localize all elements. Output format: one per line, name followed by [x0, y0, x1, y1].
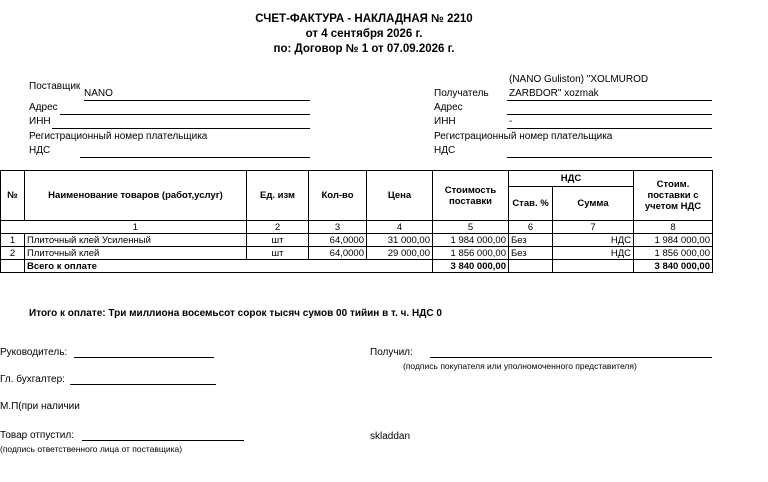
head-signature-label: Руководитель: [0, 347, 68, 358]
supplier-label: Поставщик [29, 81, 81, 92]
recipient-value-1: (NANO Guliston) "XOLMUROD [509, 74, 649, 85]
row-vat: НДС [553, 234, 634, 247]
col-number: 1 [25, 221, 247, 234]
supplier-address-line [60, 114, 310, 115]
header-name: Наименование товаров (работ,услуг) [25, 171, 247, 221]
table-row [1, 234, 713, 247]
received-note: (подпись покупателя или уполномоченного представителя) [403, 361, 637, 371]
recipient-line [507, 100, 712, 101]
recipient-reg-label: Регистрационный номер плательщика [434, 131, 613, 142]
recipient-vat-line [507, 157, 712, 158]
accountant-signature-line [70, 384, 216, 385]
row-name: Плиточный клей [25, 247, 247, 260]
released-note: (подпись ответственного лица от поставщика) [0, 444, 183, 454]
col-number: 4 [367, 221, 433, 234]
header-cost: Стоимость поставки [433, 171, 509, 221]
row-qty: 64,0000 [309, 247, 367, 260]
table-row [1, 247, 713, 260]
total-label: Всего к оплате [25, 260, 433, 273]
row-total: 1 856 000,00 [634, 247, 713, 260]
col-number: 5 [433, 221, 509, 234]
col-number-spacer [1, 221, 25, 234]
row-qty: 64,0000 [309, 234, 367, 247]
supplier-inn-line [52, 128, 310, 129]
supplier-inn-label: ИНН [29, 116, 51, 127]
total-sum: 3 840 000,00 [634, 260, 713, 273]
header-price: Цена [367, 171, 433, 221]
header-vat-sum: Сумма [553, 187, 634, 221]
row-rate: Без [509, 234, 553, 247]
header-qty: Кол-во [309, 171, 367, 221]
header-vat-rate: Став. % [509, 187, 553, 221]
document-contract: по: Договор № 1 от 07.09.2026 г. [273, 43, 455, 55]
received-line [430, 357, 712, 358]
supplier-line [84, 100, 310, 101]
row-name: Плиточный клей Усиленный [25, 234, 247, 247]
released-line [82, 440, 244, 441]
supplier-value: NANO [84, 88, 113, 99]
head-signature-line [74, 357, 214, 358]
supplier-vat-line [80, 157, 310, 158]
recipient-inn-label: ИНН [434, 116, 456, 127]
col-number: 7 [553, 221, 634, 234]
header-unit: Ед. изм [247, 171, 309, 221]
header-vat: НДС [509, 171, 634, 187]
stamp-label: М.П(при наличии [0, 401, 80, 412]
recipient-address-label: Адрес [434, 102, 463, 113]
total-in-words: Итого к оплате: Три миллиона восемьсот сорок тысяч сумов 00 тийин в т. ч. НДС 0 [29, 308, 442, 319]
table-total-row [1, 260, 713, 273]
recipient-value-2: ZARBDOR" xozmak [509, 88, 599, 99]
col-number: 6 [509, 221, 553, 234]
supplier-address-label: Адрес [29, 102, 58, 113]
row-cost: 1 856 000,00 [433, 247, 509, 260]
received-label: Получил: [370, 347, 413, 358]
row-unit: шт [247, 247, 309, 260]
col-number: 8 [634, 221, 713, 234]
document-date: от 4 сентября 2026 г. [305, 28, 423, 40]
document-title: СЧЕТ-ФАКТУРА - НАКЛАДНАЯ № 2210 [255, 13, 473, 25]
accountant-signature-label: Гл. бухгалтер: [0, 374, 65, 385]
recipient-inn-value: - [509, 116, 513, 127]
row-price: 31 000,00 [367, 234, 433, 247]
row-cost: 1 984 000,00 [433, 234, 509, 247]
row-num: 1 [1, 234, 25, 247]
row-rate: Без [509, 247, 553, 260]
recipient-address-line [507, 114, 712, 115]
warehouse-text: skladdan [370, 431, 411, 442]
header-num: № [1, 171, 25, 221]
header-total: Стоим. поставки с учетом НДС [634, 171, 713, 221]
recipient-inn-line [507, 128, 712, 129]
row-price: 29 000,00 [367, 247, 433, 260]
col-number: 2 [247, 221, 309, 234]
row-num: 2 [1, 247, 25, 260]
recipient-vat-label: НДС [434, 145, 456, 156]
supplier-vat-label: НДС [29, 145, 51, 156]
row-vat: НДС [553, 247, 634, 260]
row-unit: шт [247, 234, 309, 247]
supplier-reg-label: Регистрационный номер плательщика [29, 131, 208, 142]
row-total: 1 984 000,00 [634, 234, 713, 247]
invoice-table [0, 170, 713, 273]
col-number: 3 [309, 221, 367, 234]
total-cost: 3 840 000,00 [433, 260, 509, 273]
recipient-label: Получатель [434, 88, 489, 99]
released-label: Товар отпустил: [0, 430, 74, 441]
